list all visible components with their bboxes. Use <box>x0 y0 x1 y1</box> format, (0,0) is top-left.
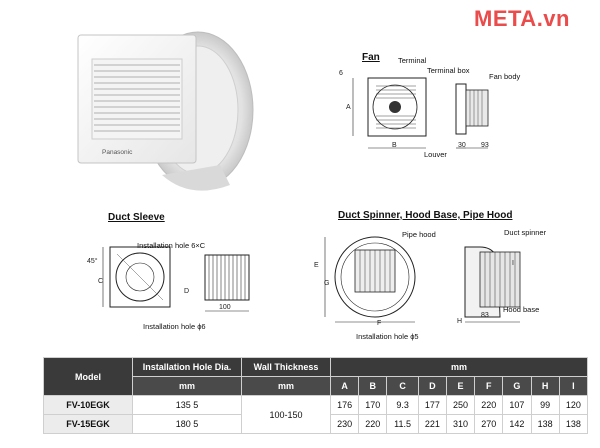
letter-h: H <box>531 377 559 396</box>
row-value-b: 170 <box>359 396 387 415</box>
row-value-d: 177 <box>418 396 446 415</box>
dim-6: 6 <box>339 70 343 77</box>
table-header-row <box>44 358 588 377</box>
unit-install-hole: mm <box>133 377 242 396</box>
dim-93: 93 <box>481 142 489 149</box>
unit-wall-thickness: mm <box>242 377 331 396</box>
row-value-f: 220 <box>475 396 503 415</box>
dim-f: F <box>377 320 382 327</box>
spec-table <box>43 357 588 434</box>
dim-83: 83 <box>481 312 489 319</box>
duct-sleeve-title: Duct Sleeve <box>108 212 165 223</box>
header-model: Model <box>44 358 133 396</box>
label-install-hole-6: Installation hole ϕ6 <box>143 322 206 331</box>
row-value-h: 138 <box>531 415 559 434</box>
row-value-c: 9.3 <box>387 396 418 415</box>
watermark-logo: META.vn <box>474 6 570 31</box>
row-value-a: 176 <box>331 396 359 415</box>
duct-spinner-drawing <box>320 222 560 337</box>
letter-a: A <box>331 377 359 396</box>
row-hole: 135 5 <box>133 396 242 415</box>
row-value-i: 138 <box>559 415 587 434</box>
letter-d: D <box>418 377 446 396</box>
row-value-g: 107 <box>503 396 531 415</box>
row-value-c: 11.5 <box>387 415 418 434</box>
table-row <box>44 396 588 415</box>
dim-45: 45° <box>87 258 98 265</box>
letter-b: B <box>359 377 387 396</box>
label-install-hole-5: Installation hole ϕ5 <box>356 332 419 341</box>
row-value-g: 142 <box>503 415 531 434</box>
dim-c: C <box>98 278 104 285</box>
duct-sleeve-drawing <box>95 225 260 320</box>
label-install-hole-6c: Installation hole 6×C <box>137 241 206 250</box>
dim-a: A <box>346 104 351 111</box>
row-model: FV-10EGK <box>44 396 133 415</box>
row-value-f: 270 <box>475 415 503 434</box>
label-terminal: Terminal <box>398 56 427 65</box>
row-value-a: 230 <box>331 415 359 434</box>
letter-f: F <box>475 377 503 396</box>
fan-section-title: Fan <box>362 52 380 63</box>
label-terminal-box: Terminal box <box>427 66 470 75</box>
duct-spinner-title: Duct Spinner, Hood Base, Pipe Hood <box>338 210 513 221</box>
row-value-d: 221 <box>418 415 446 434</box>
label-fan-body: Fan body <box>489 72 521 81</box>
dim-b: B <box>392 142 397 149</box>
label-louver: Louver <box>424 150 447 159</box>
dim-30: 30 <box>458 142 466 149</box>
letter-g: G <box>503 377 531 396</box>
dim-d: D <box>184 288 190 295</box>
row-wall: 100-150 <box>242 396 331 434</box>
dim-e: E <box>314 262 319 269</box>
row-value-e: 310 <box>446 415 474 434</box>
product-photo <box>70 25 255 200</box>
dim-g: G <box>324 280 330 287</box>
header-wall-thickness: Wall Thickness <box>242 358 331 377</box>
header-install-hole: Installation Hole Dia. <box>133 358 242 377</box>
letter-c: C <box>387 377 418 396</box>
row-value-b: 220 <box>359 415 387 434</box>
brand-text: Panasonic <box>102 149 133 156</box>
row-value-e: 250 <box>446 396 474 415</box>
header-mm-group: mm <box>331 358 588 377</box>
letter-e: E <box>446 377 474 396</box>
letter-i: I <box>559 377 587 396</box>
dim-i: I <box>512 260 514 267</box>
row-model: FV-15EGK <box>44 415 133 434</box>
dim-h: H <box>457 318 463 325</box>
dim-100: 100 <box>219 304 231 311</box>
fan-front-drawing <box>338 58 508 168</box>
row-value-h: 99 <box>531 396 559 415</box>
row-hole: 180 5 <box>133 415 242 434</box>
label-duct-spinner: Duct spinner <box>504 228 547 237</box>
row-value-i: 120 <box>559 396 587 415</box>
label-pipe-hood: Pipe hood <box>402 230 436 239</box>
label-hood-base: Hood base <box>503 305 540 314</box>
